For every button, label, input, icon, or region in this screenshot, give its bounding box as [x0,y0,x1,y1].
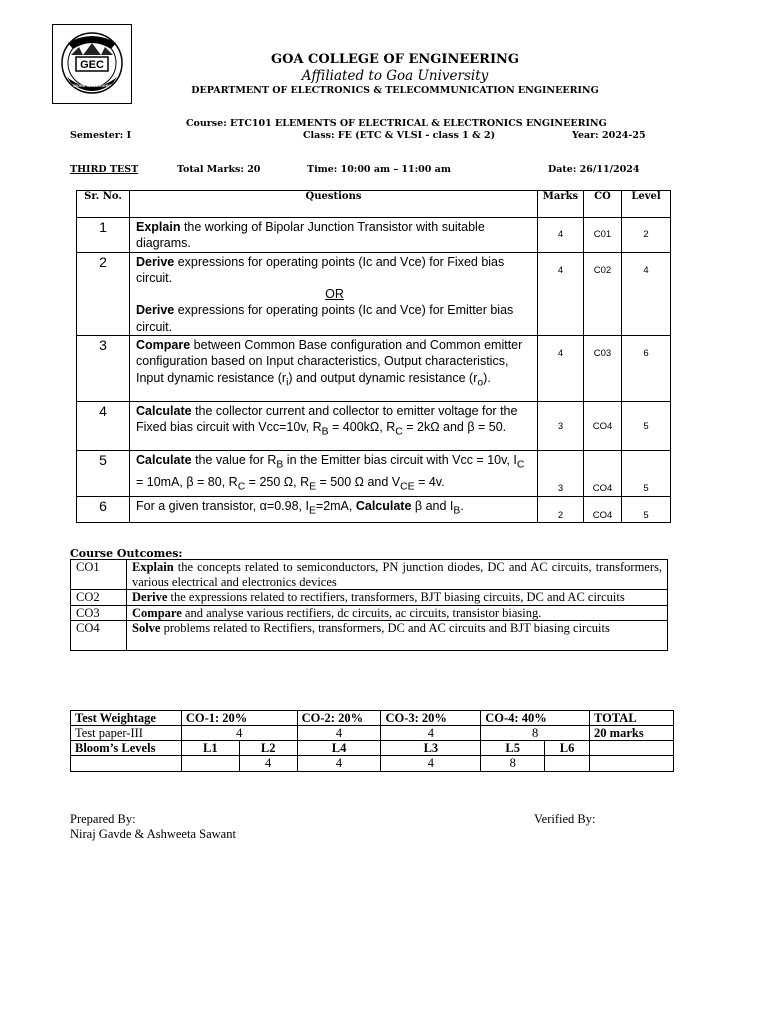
verified-by-label: Verified By: [534,812,596,826]
question-row [77,336,671,402]
course-line: Course: ETC101 ELEMENTS OF ELECTRICAL & ELECTRONICS ENGINEERING [186,118,607,129]
question-text [130,402,538,451]
question-body: = 400kΩ, R [328,420,396,435]
subscript: E [308,505,316,517]
subscript: B [276,459,284,471]
question-verb-alt: Derive [136,303,175,318]
college-name: GOA COLLEGE OF ENGINEERING [270,52,520,67]
subscript: CE [400,481,415,493]
question-co: CO4 [584,451,622,497]
question-body: = 250 Ω, R [245,474,310,489]
question-verb: Derive [136,254,175,269]
outcome-code: CO2 [71,590,127,606]
question-body: expressions for operating points (Ic and Vce) for Fixed bias circuit. [136,254,505,285]
affiliation: Affiliated to Goa University [301,68,489,84]
outcome-body: the concepts related to semiconductors, PN junction diodes, DC and AC circuits, transformers, various electrical and electronics devices [132,560,662,589]
test-date: Date: 26/11/2024 [548,164,640,175]
outcome-code: CO1 [71,560,127,590]
blooms-label: Bloom’s Levels [71,741,182,756]
total-label: TOTAL [590,711,674,726]
outcome-code: CO3 [71,605,127,621]
subscript: B [453,505,461,517]
question-number: 2 [77,252,130,335]
question-body: = 10mA, β = 80, R [136,474,238,489]
header-co: CO [584,191,622,218]
question-row [77,402,671,451]
question-verb: Compare [136,338,191,353]
question-body: between Common Base configuration and Common emitter configuration based on Input characteristics, Output characteristics, Input dynamic resistance (r [136,338,523,385]
question-marks: 4 [538,218,584,253]
question-body: = 2kΩ and β = 50. [402,420,507,435]
questions-table [76,190,671,523]
question-level: 5 [622,402,671,451]
question-number: 4 [77,402,130,451]
co1-weight: CO-1: 20% [181,711,297,726]
co1-value: 4 [181,726,297,741]
question-marks: 4 [538,252,584,335]
co2-weight: CO-2: 20% [297,711,381,726]
logo-text: GEC [80,59,104,71]
level-l5-value: 8 [481,756,545,772]
level-l3: L3 [381,741,481,756]
total-value: 20 marks [590,726,674,741]
total-marks: Total Marks: 20 [177,164,261,175]
question-co: C02 [584,252,622,335]
preparers-names: Niraj Gavde & Ashweeta Sawant [70,827,236,841]
question-body: in the Emitter bias circuit with Vcc = 10v, I [283,453,517,468]
level-l2-value: 4 [239,756,297,772]
co4-weight: CO-4: 40% [481,711,590,726]
level-l2: L2 [239,741,297,756]
empty-cell [71,756,182,772]
outcome-verb: Solve [132,621,161,635]
subscript: E [309,481,317,493]
level-l3-value: 4 [381,756,481,772]
subscript: C [237,481,246,493]
test-paper-label: Test paper-III [71,726,182,741]
question-body: ) and output dynamic resistance (r [288,370,478,385]
question-number: 6 [77,496,130,522]
outcome-body: and analyse various rectifiers, dc circuits, ac circuits, transistor biasing. [181,605,542,620]
question-text [130,252,538,335]
empty-cell [590,756,674,772]
question-number: 3 [77,336,130,402]
class-info: Class: FE (ETC & VLSI - class 1 & 2) [303,130,496,141]
question-body: the working of Bipolar Junction Transistor with suitable diagrams. [136,220,485,251]
outcome-text [127,621,668,651]
outcome-body: problems related to Rectifiers, transformers, DC and AC circuits and BJT biasing circuits [160,621,610,635]
question-marks: 4 [538,336,584,402]
academic-year: Year: 2024-25 [572,130,646,141]
question-body-alt: expressions for operating points (Ic and Vce) for Emitter bias circuit. [136,303,514,334]
test-name: THIRD TEST [70,164,139,175]
question-number: 5 [77,451,130,497]
questions-header-row [77,191,671,218]
question-body: the value for R [191,453,277,468]
subscript: i [286,377,289,389]
or-separator: OR [325,287,344,302]
co3-weight: CO-3: 20% [381,711,481,726]
level-l1: L1 [181,741,239,756]
question-body: =2mA, [315,498,356,513]
outcome-text [127,590,668,606]
level-l6-value [545,756,590,772]
outcome-body: the expressions related to rectifiers, transformers, BJT biasing circuits, DC and AC circuits [167,590,625,604]
outcome-code: CO4 [71,621,127,651]
level-l4-value: 4 [297,756,381,772]
question-marks: 3 [538,402,584,451]
subscript: C [516,459,525,471]
question-body: ). [483,370,491,385]
co3-value: 4 [381,726,481,741]
question-co: C01 [584,218,622,253]
test-weightage-label: Test Weightage [71,711,182,726]
blooms-values-row [71,756,674,772]
question-number: 1 [77,218,130,253]
course-outcomes-table [70,559,668,651]
subscript: B [321,426,329,438]
outcome-row [71,560,668,590]
question-level: 2 [622,218,671,253]
outcome-text [127,605,668,621]
co2-value: 4 [297,726,381,741]
question-level: 5 [622,451,671,497]
question-marks: 3 [538,451,584,497]
question-co: C03 [584,336,622,402]
empty-cell [590,741,674,756]
question-body: β and I [411,498,454,513]
question-verb: Calculate [136,453,192,468]
question-co: CO4 [584,402,622,451]
semester: Semester: I [70,130,132,141]
weightage-table [70,710,674,772]
question-text [130,451,538,497]
level-l5: L5 [481,741,545,756]
prepared-by-label: Prepared By: [70,812,136,826]
outcome-row [71,621,668,651]
question-row [77,496,671,522]
question-verb: Explain [136,220,181,234]
outcome-verb: Derive [132,590,168,604]
test-paper-row [71,726,674,741]
outcome-row [71,590,668,606]
header-sr-no: Sr. No. [77,191,130,218]
header-questions: Questions [130,191,538,218]
department-name: DEPARTMENT OF ELECTRONICS & TELECOMMUNICATION ENGINEERING [191,85,599,96]
subscript: o [477,377,484,389]
question-row [77,252,671,335]
level-l6: L6 [545,741,590,756]
header-marks: Marks [538,191,584,218]
question-marks: 2 [538,496,584,522]
test-time: Time: 10:00 am – 11:00 am [307,164,451,175]
level-l4: L4 [297,741,381,756]
question-verb: Calculate [136,404,192,419]
blooms-row [71,741,674,756]
outcome-verb: Explain [132,560,174,574]
question-level: 4 [622,252,671,335]
outcome-text [127,560,668,590]
question-body: . [460,498,464,513]
question-body: = 4v. [414,474,445,489]
outcome-verb: Compare [132,605,182,620]
level-l1-value [181,756,239,772]
question-body: = 500 Ω and V [316,474,401,489]
co4-value: 8 [481,726,590,741]
question-level: 6 [622,336,671,402]
question-text [130,336,538,402]
question-level: 5 [622,496,671,522]
question-verb: Calculate [355,498,412,513]
question-body: the collector current and collector to emitter voltage for the Fixed bias circuit with Vcc=10v, R [136,404,518,435]
question-co: CO4 [584,496,622,522]
header-level: Level [622,191,671,218]
logo-motto: WORK IS WORSHIP [73,83,111,88]
course-outcomes-heading: Course Outcomes: [70,547,183,560]
question-text [130,496,538,522]
question-row [77,218,671,253]
weightage-header-row [71,711,674,726]
outcome-row [71,605,668,621]
question-text [130,218,538,253]
question-row [77,451,671,497]
question-body: For a given transistor, α=0.98, I [136,498,309,513]
subscript: C [395,426,403,438]
